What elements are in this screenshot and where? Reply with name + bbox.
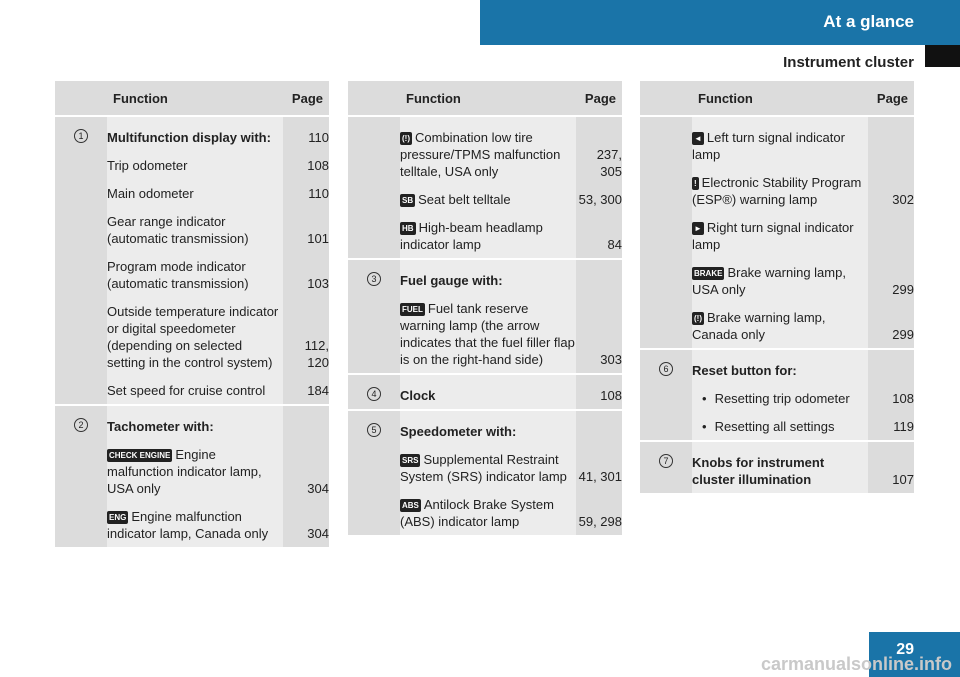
function-label: Multifunction display with:: [107, 130, 271, 145]
table-row: [55, 116, 329, 405]
function-text: [692, 362, 868, 379]
function-label: Set speed for cruise control: [107, 383, 266, 398]
page-value: 304: [307, 526, 329, 541]
function-text: [400, 423, 576, 440]
function-label: Program mode indicator (automatic transmission): [107, 259, 249, 291]
function-text: [400, 451, 576, 485]
header-num: [348, 81, 400, 116]
page-value: 110: [308, 186, 329, 201]
function-label: Fuel tank reserve warning lamp (the arrow indicates that the fuel filler flap is on the right-hand side): [400, 301, 575, 367]
function-item: [400, 117, 576, 185]
page-value: 108: [307, 158, 329, 173]
table-row: [348, 374, 622, 410]
function-text: [692, 264, 868, 298]
header-num: [640, 81, 692, 116]
function-item: [107, 406, 283, 440]
header-function: Function: [400, 81, 576, 116]
page-number: 29: [896, 641, 914, 658]
page-ref: [868, 384, 914, 412]
function-label: Clock: [400, 388, 436, 403]
page-value: 184: [307, 383, 329, 398]
function-label: Engine malfunction indicator lamp, Canada only: [107, 509, 269, 541]
page-value: 110: [308, 130, 329, 145]
function-label: Knobs for instrument cluster illumination: [692, 455, 825, 487]
function-cell: [400, 410, 576, 535]
function-cell: [400, 116, 576, 259]
page-value: 302: [892, 192, 914, 207]
function-text: [692, 129, 868, 163]
section-title: Instrument cluster: [783, 54, 914, 71]
function-label: Resetting trip odometer: [714, 391, 850, 406]
page-cell: [868, 349, 914, 441]
function-label: Electronic Stability Program (ESP®) warning lamp: [692, 175, 862, 207]
function-label: Brake warning lamp, Canada only: [692, 310, 826, 342]
page-ref: [283, 502, 329, 547]
circled-number: 2: [74, 418, 88, 432]
function-text: [400, 387, 576, 404]
page-ref: [283, 440, 329, 502]
function-item: [692, 350, 868, 384]
function-table-1: [55, 81, 329, 547]
function-table-3: [640, 81, 914, 493]
function-item: [692, 213, 868, 258]
table-row: [348, 116, 622, 259]
page-ref: [576, 490, 622, 535]
page-ref: [576, 375, 622, 409]
function-text: [692, 454, 868, 488]
page-ref: [868, 117, 914, 168]
page-cell: [576, 374, 622, 410]
function-text: [107, 157, 283, 174]
function-label: Outside temperature indicator or digital speedometer (depending on selected setting in the control system): [107, 304, 279, 370]
indicator-icon: (!): [694, 314, 702, 323]
function-item: [400, 294, 576, 373]
function-label: Seat belt telltale: [418, 192, 511, 207]
indicator-icon: SRS: [402, 456, 419, 465]
function-text: [107, 303, 283, 371]
function-table-2: [348, 81, 622, 535]
page-ref: [283, 151, 329, 179]
indicator-icon: ABS: [402, 501, 419, 510]
indicator-icon: ENG: [109, 513, 127, 522]
page-cell: [868, 116, 914, 349]
function-text: [400, 129, 576, 180]
function-item: [107, 179, 283, 207]
function-item: [107, 502, 283, 547]
page-value: 108: [600, 388, 622, 403]
page-value: 101: [307, 231, 329, 246]
circled-number: 1: [74, 129, 88, 143]
function-cell: [400, 259, 576, 374]
watermark: carmanualsonline.info: [760, 654, 952, 674]
page-value: 299: [892, 282, 914, 297]
function-text: [400, 272, 576, 289]
function-item: [400, 185, 576, 213]
header-num: [55, 81, 107, 116]
function-item: [107, 117, 283, 151]
function-text: [107, 185, 283, 202]
table-header-row: [55, 81, 329, 116]
page-value: 112, 120: [304, 338, 329, 370]
page-ref: [576, 445, 622, 490]
page-ref: [576, 294, 622, 373]
page-ref: [283, 297, 329, 376]
page-ref: [283, 117, 329, 151]
function-label: Supplemental Restraint System (SRS) indicator lamp: [400, 452, 567, 484]
page-ref: [283, 179, 329, 207]
function-label: Tachometer with:: [107, 419, 214, 434]
table-row: [640, 441, 914, 493]
function-text: [107, 258, 283, 292]
function-cell: [107, 116, 283, 405]
header-page: Page: [283, 81, 329, 116]
indicator-icon: ►: [694, 224, 702, 233]
function-item: [692, 384, 868, 412]
function-label: Combination low tire pressure/TPMS malfunction telltale, USA only: [400, 130, 561, 179]
function-text: [107, 213, 283, 247]
page-ref: [868, 350, 914, 384]
page-value: 304: [307, 481, 329, 496]
header-function: Function: [107, 81, 283, 116]
row-number: [55, 116, 107, 405]
row-number: [348, 116, 400, 259]
page-value: 108: [892, 391, 914, 406]
function-label: Engine malfunction indicator lamp, USA only: [107, 447, 262, 496]
page-value: 237, 305: [596, 147, 622, 179]
row-number: [640, 349, 692, 441]
page-ref: [868, 168, 914, 213]
row-number: [640, 116, 692, 349]
function-label: Antilock Brake System (ABS) indicator lamp: [400, 497, 554, 529]
row-number: [348, 410, 400, 535]
header-function: Function: [692, 81, 868, 116]
table-row: [348, 410, 622, 535]
function-cell: [692, 116, 868, 349]
function-cell: [107, 405, 283, 547]
function-item: [107, 376, 283, 404]
indicator-icon: HB: [402, 224, 414, 233]
page-value: 53, 300: [578, 192, 622, 207]
function-label: Right turn signal indicator lamp: [692, 220, 854, 252]
function-text: [400, 191, 576, 208]
page-ref: [576, 117, 622, 185]
table-row: [640, 349, 914, 441]
page-ref: [576, 185, 622, 213]
function-text: [692, 309, 868, 343]
table-row: [55, 405, 329, 547]
page-ref: [868, 213, 914, 258]
indicator-icon: CHECK ENGINE: [109, 451, 171, 460]
page-cell: [283, 116, 329, 405]
table-header-row: [348, 81, 622, 116]
function-label: Left turn signal indicator lamp: [692, 130, 845, 162]
circled-number: 7: [659, 454, 673, 468]
function-label: High-beam headlamp indicator lamp: [400, 220, 543, 252]
function-label: Trip odometer: [107, 158, 188, 173]
header-page: Page: [868, 81, 914, 116]
function-label: Brake warning lamp, USA only: [692, 265, 846, 297]
function-item: [107, 440, 283, 502]
function-item: [692, 258, 868, 303]
function-item: [692, 412, 868, 440]
page-ref: [283, 376, 329, 404]
function-text: [692, 219, 868, 253]
function-label: Reset button for:: [692, 363, 797, 378]
function-text: [400, 219, 576, 253]
page-value: 41, 301: [578, 469, 622, 484]
function-item: [107, 207, 283, 252]
chapter-title: At a glance: [823, 12, 914, 31]
function-cell: [400, 374, 576, 410]
function-text: [107, 418, 283, 435]
function-item: [107, 297, 283, 376]
row-number: [348, 259, 400, 374]
page-ref: [283, 252, 329, 297]
page-ref: [868, 442, 914, 493]
section-marker: [925, 45, 960, 67]
page-value: 107: [892, 472, 914, 487]
function-label: Speedometer with:: [400, 424, 517, 439]
page-ref: [576, 260, 622, 294]
circled-number: 6: [659, 362, 673, 376]
function-text: [692, 174, 868, 208]
page-value: 84: [607, 237, 622, 252]
indicator-icon: !: [694, 179, 697, 188]
function-text: [107, 508, 283, 542]
function-item: [107, 252, 283, 297]
function-item: [400, 260, 576, 294]
function-item: [400, 375, 576, 409]
function-label: Gear range indicator (automatic transmission): [107, 214, 249, 246]
function-cell: [692, 349, 868, 441]
page-value: 119: [893, 419, 914, 434]
indicator-icon: FUEL: [402, 305, 423, 314]
circled-number: 5: [367, 423, 381, 437]
function-item: [692, 442, 868, 493]
header-page: Page: [576, 81, 622, 116]
function-text: [400, 496, 576, 530]
function-item: [400, 490, 576, 535]
function-label: Main odometer: [107, 186, 194, 201]
page-ref: [868, 258, 914, 303]
function-label: Fuel gauge with:: [400, 273, 503, 288]
indicator-icon: BRAKE: [694, 269, 723, 278]
page-ref: [283, 406, 329, 440]
page-ref: [576, 213, 622, 258]
page-ref: [283, 207, 329, 252]
page-value: 303: [600, 352, 622, 367]
table-header-row: [640, 81, 914, 116]
page-cell: [576, 410, 622, 535]
indicator-icon: ◄: [694, 134, 702, 143]
page-cell: [868, 441, 914, 493]
page-ref: [868, 412, 914, 440]
function-cell: [692, 441, 868, 493]
function-item: [400, 213, 576, 258]
page-value: 59, 298: [578, 514, 622, 529]
function-text: [400, 300, 576, 368]
function-item: [400, 445, 576, 490]
page-value: 299: [892, 327, 914, 342]
page-ref: [576, 411, 622, 445]
function-label: Resetting all settings: [714, 419, 835, 434]
page-cell: [283, 405, 329, 547]
function-item: [692, 117, 868, 168]
function-item: [692, 168, 868, 213]
function-text: [107, 382, 283, 399]
function-item: [692, 303, 868, 348]
row-number: [640, 441, 692, 493]
indicator-icon: SB: [402, 196, 414, 205]
indicator-icon: (!): [402, 134, 410, 143]
page-cell: [576, 259, 622, 374]
page-value: 103: [307, 276, 329, 291]
function-text: [107, 129, 283, 146]
function-text: [692, 390, 868, 407]
circled-number: 3: [367, 272, 381, 286]
function-item: [400, 411, 576, 445]
function-item: [107, 151, 283, 179]
circled-number: 4: [367, 387, 381, 401]
table-row: [640, 116, 914, 349]
page-ref: [868, 303, 914, 348]
row-number: [348, 374, 400, 410]
table-row: [348, 259, 622, 374]
function-text: [692, 418, 868, 435]
function-text: [107, 446, 283, 497]
page-cell: [576, 116, 622, 259]
row-number: [55, 405, 107, 547]
